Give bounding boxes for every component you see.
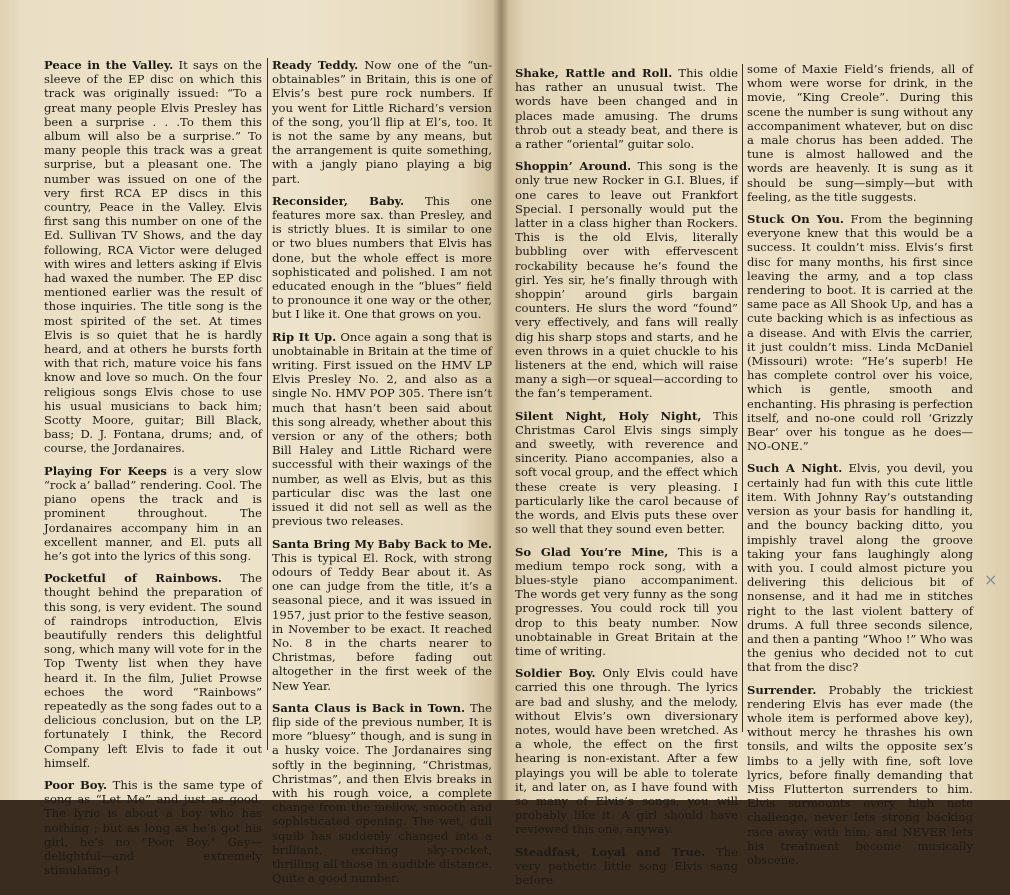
- entry-text: Elvis, you devil, you certainly had fun with this cute little item. With Johnny Ray’s outstanding version as your basis for handling it, and the bouncy backing ditto, you impishly travel along the groove taking your fans laughingly along with you. I could almost picture you delivering this delicious bit of nonsense, and it had me in stitches right to the last violent battery of drums. A full three seconds silence, and then a panting “Whoo !” Who was the genius who decided not to cut that from the disc?: [747, 461, 973, 675]
- review-entry: [747, 212, 973, 453]
- review-entry: [44, 464, 262, 563]
- entry-text: The flip side of the previous number, It is more “bluesy” though, and is sung in a husky voice. The Jordanaires sing softly in the beginning, “Christmas, Christmas”, and then Elvis breaks in with his rough voice, a complete change from the mellow, smooth and sophisticated opening. The wet, dull squib has suddenly changed into a brilliant, exciting sky-rocket, thrilling all those in audible distance. Quite a good number.: [272, 700, 493, 886]
- entry-title: Stuck On You.: [747, 212, 844, 227]
- review-entry: [515, 66, 738, 151]
- entry-title: Shake, Rattle and Roll.: [515, 66, 673, 80]
- entry-text: This is typical El. Rock, with strong odours of Teddy Bear about it. As one can judge from the title, it’s a seasonal piece, and it was issued in 1957, just prior to the festive season, in November to be exact. It reached No. 8 in the charts nearer to Christmas, before fading out altogether in the first week of the New Year.: [272, 550, 492, 693]
- column-rule-left-page: [267, 58, 268, 750]
- review-entry: [515, 545, 738, 659]
- review-entry: [272, 537, 492, 693]
- entry-title: Steadfast, Loyal and True.: [515, 844, 706, 859]
- text-column-4: [747, 62, 973, 875]
- review-entry: [44, 571, 262, 770]
- entry-title: Soldier Boy.: [515, 666, 596, 681]
- entry-text: Probably the trickiest rendering Elvis has ever made (the whole item is performed above key), without mercy he thrashes his own tonsils, and wilts the opposite sex’s limbs to a jelly with fine, soft love lyrics, before finally demanding that Miss Flutterton surrenders to him. Elvis surmounts every high note challenge, never lets strong backing race away with him, and NEVER lets his treatment become musically obscene.: [747, 682, 973, 867]
- text-column-2: [272, 58, 492, 893]
- book-gutter: [493, 0, 509, 800]
- entry-title: So Glad You’re Mine,: [515, 544, 669, 559]
- review-entry: [747, 461, 973, 674]
- entry-text: From the beginning everyone knew that this would be a success. It couldn’t miss. Elvis’s first disc for many months, his first since leaving the army, and a top class rendering to boot. It is carried at the same pace as All Shook Up, and has a cute backing which is as infectious as a disease. And with Elvis the carrier, it just couldn’t miss. Linda McDaniel (Missouri) wrote: “He’s superb! He has complete control over his voice, which is gentle, smooth and enchanting. His phrasing is perfection itself, and no-one could roll ‘Grizzly Bear’ over his tongue as he does—NO-ONE.”: [747, 212, 973, 454]
- review-entry: [515, 409, 738, 537]
- review-entry: [272, 58, 492, 186]
- entry-title: Silent Night, Holy Night,: [515, 408, 702, 423]
- entry-text: Once again a song that is unobtainable in Britain at the time of writing. First issued on the HMV LP Elvis Presley No. 2, and also as a single No. HMV POP 305. There isn’t much that hasn’t been said about this song already, whether about this version or any of the others; both Bill Haley and Little Richard were successful with their waxings of the number, as well as Elvis, but as this particular disc was the last one issued it did not sell as well as the previous two releases.: [272, 329, 492, 529]
- entry-title: Playing For Keeps: [44, 463, 167, 478]
- entry-text: The very pathetic little song Elvis sang before: [515, 844, 738, 887]
- entry-text: is a very slow “rock a’ ballad” rendering. Cool. The piano opens the track and is prominent throughout. The Jordanaires accompany him in an excellent manner, and El. puts all he’s got into the lyrics of this song.: [44, 463, 262, 563]
- margin-pencil-mark: ×: [984, 570, 998, 589]
- review-entry: [272, 330, 492, 529]
- entry-title: Pocketful of Rainbows.: [44, 571, 222, 586]
- entry-title: Surrender.: [747, 682, 817, 697]
- entry-text: This one features more sax. than Presley, and is strictly blues. It is similar to one or two blues numbers that Elvis has done, but the whole effect is more sophisticated and polished. I am not educated enough in the “blues” field to pronounce it one way or the other, but I like it. One that grows on you.: [272, 193, 492, 322]
- entry-text: Only Elvis could have carried this one through. The lyrics are bad and slushy, and the melody, without Elvis’s own diversionary notes, would have been wretched. As a whole, the effect on the first hearing is non-existant. After a few playings you will be able to tolerate it, and later on, as I have found with so many of Elvis’s songs, you will probably like it. A girl should have reviewed this one, anyway.: [515, 666, 739, 837]
- review-entry: [44, 58, 262, 456]
- review-entry: [747, 683, 973, 868]
- column-rule-right-page: [742, 64, 743, 732]
- entry-text: Now one of the “un-obtainables” in Britain, this is one of Elvis’s best pure rock numbers. If you went for Little Richard’s version of the song, you’ll flip at El’s, too. It is not the same by any means, but the arrangement is quite something, with a jangly piano playing a big part.: [272, 58, 492, 186]
- review-entry: [515, 666, 738, 836]
- entry-title: Ready Teddy.: [272, 58, 359, 72]
- entry-title: Reconsider, Baby.: [272, 193, 405, 208]
- text-column-3: [515, 66, 738, 895]
- review-entry: [272, 194, 492, 322]
- entry-text: some of Maxie Field’s friends, all of whom were worse for drink, in the movie, “King Creole”. During this scene the number is sung without any accompaniment whatever, but on disc a male chorus has been added. The tune is almost hallowed and the words are heavenly. It is sung as it should be sung—simply—but with feeling, as the title suggests.: [747, 62, 973, 204]
- entry-title: Santa Bring My Baby Back to Me.: [272, 536, 492, 551]
- entry-text: This oldie has rather an unusual twist. The words have been changed and in places made amusing. The drums throb out a steady beat, and there is a rather “oriental” guitar solo.: [515, 66, 738, 152]
- review-entry: [272, 701, 492, 886]
- entry-title: Such A Night.: [747, 461, 843, 476]
- entry-text: This Christmas Carol Elvis sings simply and sweetly, with reverence and sincerity. Piano accompanies, also a soft vocal group, and the effect which these create is very pleasing. I particularly like the carol because of the words, and Elvis puts these over so well that they sound even better.: [515, 408, 738, 537]
- entry-title: Peace in the Valley.: [44, 58, 174, 72]
- entry-text: This is a medium tempo rock song, with a blues-style piano accompaniment. The words get very funny as the song progresses. You could rock till you drop to this beaty number. Now unobtainable in Great Britain at the time of writing.: [515, 544, 739, 658]
- entry-title: Santa Claus is Back in Town.: [272, 700, 466, 715]
- review-entry: [515, 845, 738, 888]
- entry-title: Poor Boy.: [44, 777, 107, 792]
- entry-text: It says on the sleeve of the EP disc on which this track was originally issued: “To a great many people Elvis Presley has been a surprise . . .To them this album will also be a surprise.” To many people this track was a great surprise, but a pleasant one. The number was issued on one of the very first RCA EP discs in this country, Peace in the Valley. Elvis first sang this number on one of the Ed. Sullivan TV Shows, and the day following, RCA Victor were deluged with wires and letters asking if Elvis had waxed the number. The EP disc mentioned earlier was the result of those inquiries. The title song is the most spirited of the set. At times Elvis is so quiet that he is hardly heard, and at others he bursts forth with that rich, mature voice his fans know and love so much. On the four religious songs Elvis chose to use his usual musicians to back him; Scotty Moore, guitar; Bill Black, bass; D. J. Fontana, drums; and, of course, the Jordanaires.: [44, 58, 263, 456]
- entry-title: Rip It Up.: [272, 329, 337, 344]
- entry-text: This song is the only true new Rocker in G.I. Blues, if one cares to leave out Frankfort Special. I personally would put the latter in a class higher than Rockers. This is the old Elvis, literally bubbling over with effervescent rockability because he’s found the girl. Yes sir, he’s finally through with shoppin’ around girls bargain counters. He slurs the word “found” very effectively, and fans will really dig his sharp stops and starts, and he even throws in a quiet chuckle to his listeners at the end, which will raise many a sigh—or squeal—according to the fan’s temperament.: [515, 159, 738, 401]
- entry-text: The thought behind the preparation of this song, is very evident. The sound of raindrops introduction, Elvis beautifully renders this delightful song, which many will vote for in the Top Twenty list when they have heard it. In the film, Juliet Prowse echoes the word “Rainbows” repeatedly as the song fades out to a delicious conclusion, but on the LP, fortunately I think, the Record Company left Elvis to fade it out himself.: [44, 571, 262, 770]
- text-column-1: [44, 58, 262, 885]
- entry-title: Shoppin’ Around.: [515, 159, 632, 174]
- review-entry: [515, 159, 738, 400]
- review-entry: [44, 778, 262, 877]
- review-entry: [747, 62, 973, 204]
- entry-text: This is the same type of song as “Let Me” and just as good. The lyric is about a boy who has nothing ; but as long as he’s got his girl, he’s no “Poor Boy.” Gay—delightful—and extremely stimulating !: [44, 777, 262, 878]
